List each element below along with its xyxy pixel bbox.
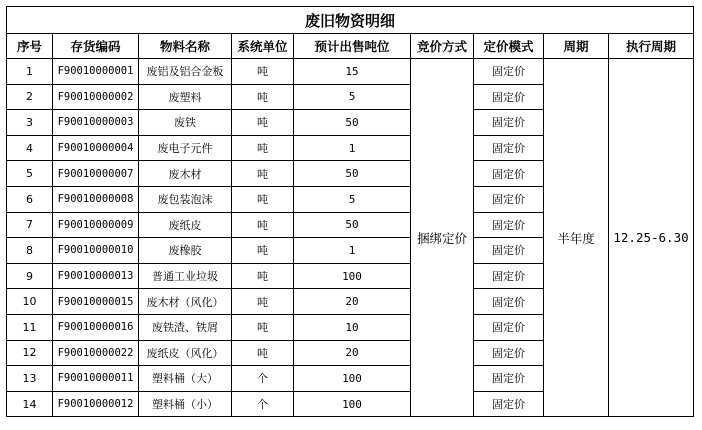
row-pricing: 固定价 bbox=[474, 161, 544, 187]
row-pricing: 固定价 bbox=[474, 84, 544, 110]
row-name: 废木材（风化） bbox=[139, 289, 232, 315]
row-code: F90010000010 bbox=[53, 238, 139, 264]
row-name: 普通工业垃圾 bbox=[139, 263, 232, 289]
row-name: 废纸皮（风化） bbox=[139, 340, 232, 366]
row-unit: 个 bbox=[232, 366, 294, 392]
row-pricing: 固定价 bbox=[474, 263, 544, 289]
period-cell: 半年度 bbox=[544, 59, 609, 417]
row-code: F90010000003 bbox=[53, 110, 139, 136]
row-pricing: 固定价 bbox=[474, 314, 544, 340]
header-bid-method: 竞价方式 bbox=[411, 34, 474, 59]
table-title: 废旧物资明细 bbox=[7, 7, 694, 34]
row-pricing: 固定价 bbox=[474, 135, 544, 161]
row-unit: 吨 bbox=[232, 59, 294, 85]
row-pricing: 固定价 bbox=[474, 289, 544, 315]
row-no: 11 bbox=[7, 314, 53, 340]
row-unit: 个 bbox=[232, 391, 294, 417]
row-code: F90010000013 bbox=[53, 263, 139, 289]
row-unit: 吨 bbox=[232, 110, 294, 136]
row-name: 废铝及铝合金板 bbox=[139, 59, 232, 85]
row-pricing: 固定价 bbox=[474, 391, 544, 417]
row-qty: 50 bbox=[294, 161, 411, 187]
header-unit: 系统单位 bbox=[232, 34, 294, 59]
row-code: F90010000022 bbox=[53, 340, 139, 366]
row-code: F90010000004 bbox=[53, 135, 139, 161]
row-qty: 50 bbox=[294, 212, 411, 238]
row-pricing: 固定价 bbox=[474, 340, 544, 366]
row-name: 废橡胶 bbox=[139, 238, 232, 264]
row-name: 废铁 bbox=[139, 110, 232, 136]
row-unit: 吨 bbox=[232, 340, 294, 366]
row-no: 7 bbox=[7, 212, 53, 238]
row-name: 塑料桶（小） bbox=[139, 391, 232, 417]
row-unit: 吨 bbox=[232, 161, 294, 187]
row-code: F90010000012 bbox=[53, 391, 139, 417]
row-code: F90010000008 bbox=[53, 186, 139, 212]
row-no: 2 bbox=[7, 84, 53, 110]
row-no: 4 bbox=[7, 135, 53, 161]
header-period: 周期 bbox=[544, 34, 609, 59]
row-code: F90010000001 bbox=[53, 59, 139, 85]
header-code: 存货编码 bbox=[53, 34, 139, 59]
row-code: F90010000016 bbox=[53, 314, 139, 340]
table-row bbox=[7, 59, 694, 85]
row-code: F90010000011 bbox=[53, 366, 139, 392]
row-qty: 15 bbox=[294, 59, 411, 85]
row-unit: 吨 bbox=[232, 186, 294, 212]
row-qty: 10 bbox=[294, 314, 411, 340]
row-code: F90010000007 bbox=[53, 161, 139, 187]
header-qty: 预计出售吨位 bbox=[294, 34, 411, 59]
header-no: 序号 bbox=[7, 34, 53, 59]
row-no: 10 bbox=[7, 289, 53, 315]
row-qty: 100 bbox=[294, 391, 411, 417]
row-no: 9 bbox=[7, 263, 53, 289]
row-code: F90010000009 bbox=[53, 212, 139, 238]
header-exec-period: 执行周期 bbox=[609, 34, 694, 59]
row-qty: 50 bbox=[294, 110, 411, 136]
row-qty: 5 bbox=[294, 186, 411, 212]
row-unit: 吨 bbox=[232, 289, 294, 315]
row-no: 3 bbox=[7, 110, 53, 136]
row-qty: 5 bbox=[294, 84, 411, 110]
row-name: 塑料桶（大） bbox=[139, 366, 232, 392]
row-name: 废铁渣、铁屑 bbox=[139, 314, 232, 340]
bid-method-cell: 捆绑定价 bbox=[411, 59, 474, 417]
row-name: 废纸皮 bbox=[139, 212, 232, 238]
row-no: 5 bbox=[7, 161, 53, 187]
row-pricing: 固定价 bbox=[474, 366, 544, 392]
row-unit: 吨 bbox=[232, 84, 294, 110]
row-pricing: 固定价 bbox=[474, 186, 544, 212]
row-qty: 20 bbox=[294, 340, 411, 366]
row-qty: 1 bbox=[294, 135, 411, 161]
row-no: 13 bbox=[7, 366, 53, 392]
exec-period-cell: 12.25-6.30 bbox=[609, 59, 694, 417]
waste-materials-table bbox=[6, 6, 694, 417]
row-unit: 吨 bbox=[232, 212, 294, 238]
row-qty: 100 bbox=[294, 263, 411, 289]
row-no: 8 bbox=[7, 238, 53, 264]
row-qty: 1 bbox=[294, 238, 411, 264]
row-no: 12 bbox=[7, 340, 53, 366]
header-row bbox=[7, 34, 694, 59]
row-code: F90010000015 bbox=[53, 289, 139, 315]
row-unit: 吨 bbox=[232, 135, 294, 161]
row-qty: 20 bbox=[294, 289, 411, 315]
row-unit: 吨 bbox=[232, 314, 294, 340]
row-pricing: 固定价 bbox=[474, 212, 544, 238]
row-no: 14 bbox=[7, 391, 53, 417]
header-name: 物料名称 bbox=[139, 34, 232, 59]
row-no: 6 bbox=[7, 186, 53, 212]
row-unit: 吨 bbox=[232, 263, 294, 289]
row-name: 废包装泡沫 bbox=[139, 186, 232, 212]
row-name: 废电子元件 bbox=[139, 135, 232, 161]
row-pricing: 固定价 bbox=[474, 59, 544, 85]
row-pricing: 固定价 bbox=[474, 238, 544, 264]
row-no: 1 bbox=[7, 59, 53, 85]
row-unit: 吨 bbox=[232, 238, 294, 264]
row-qty: 100 bbox=[294, 366, 411, 392]
row-code: F90010000002 bbox=[53, 84, 139, 110]
row-name: 废木材 bbox=[139, 161, 232, 187]
row-pricing: 固定价 bbox=[474, 110, 544, 136]
row-name: 废塑料 bbox=[139, 84, 232, 110]
header-pricing: 定价模式 bbox=[474, 34, 544, 59]
